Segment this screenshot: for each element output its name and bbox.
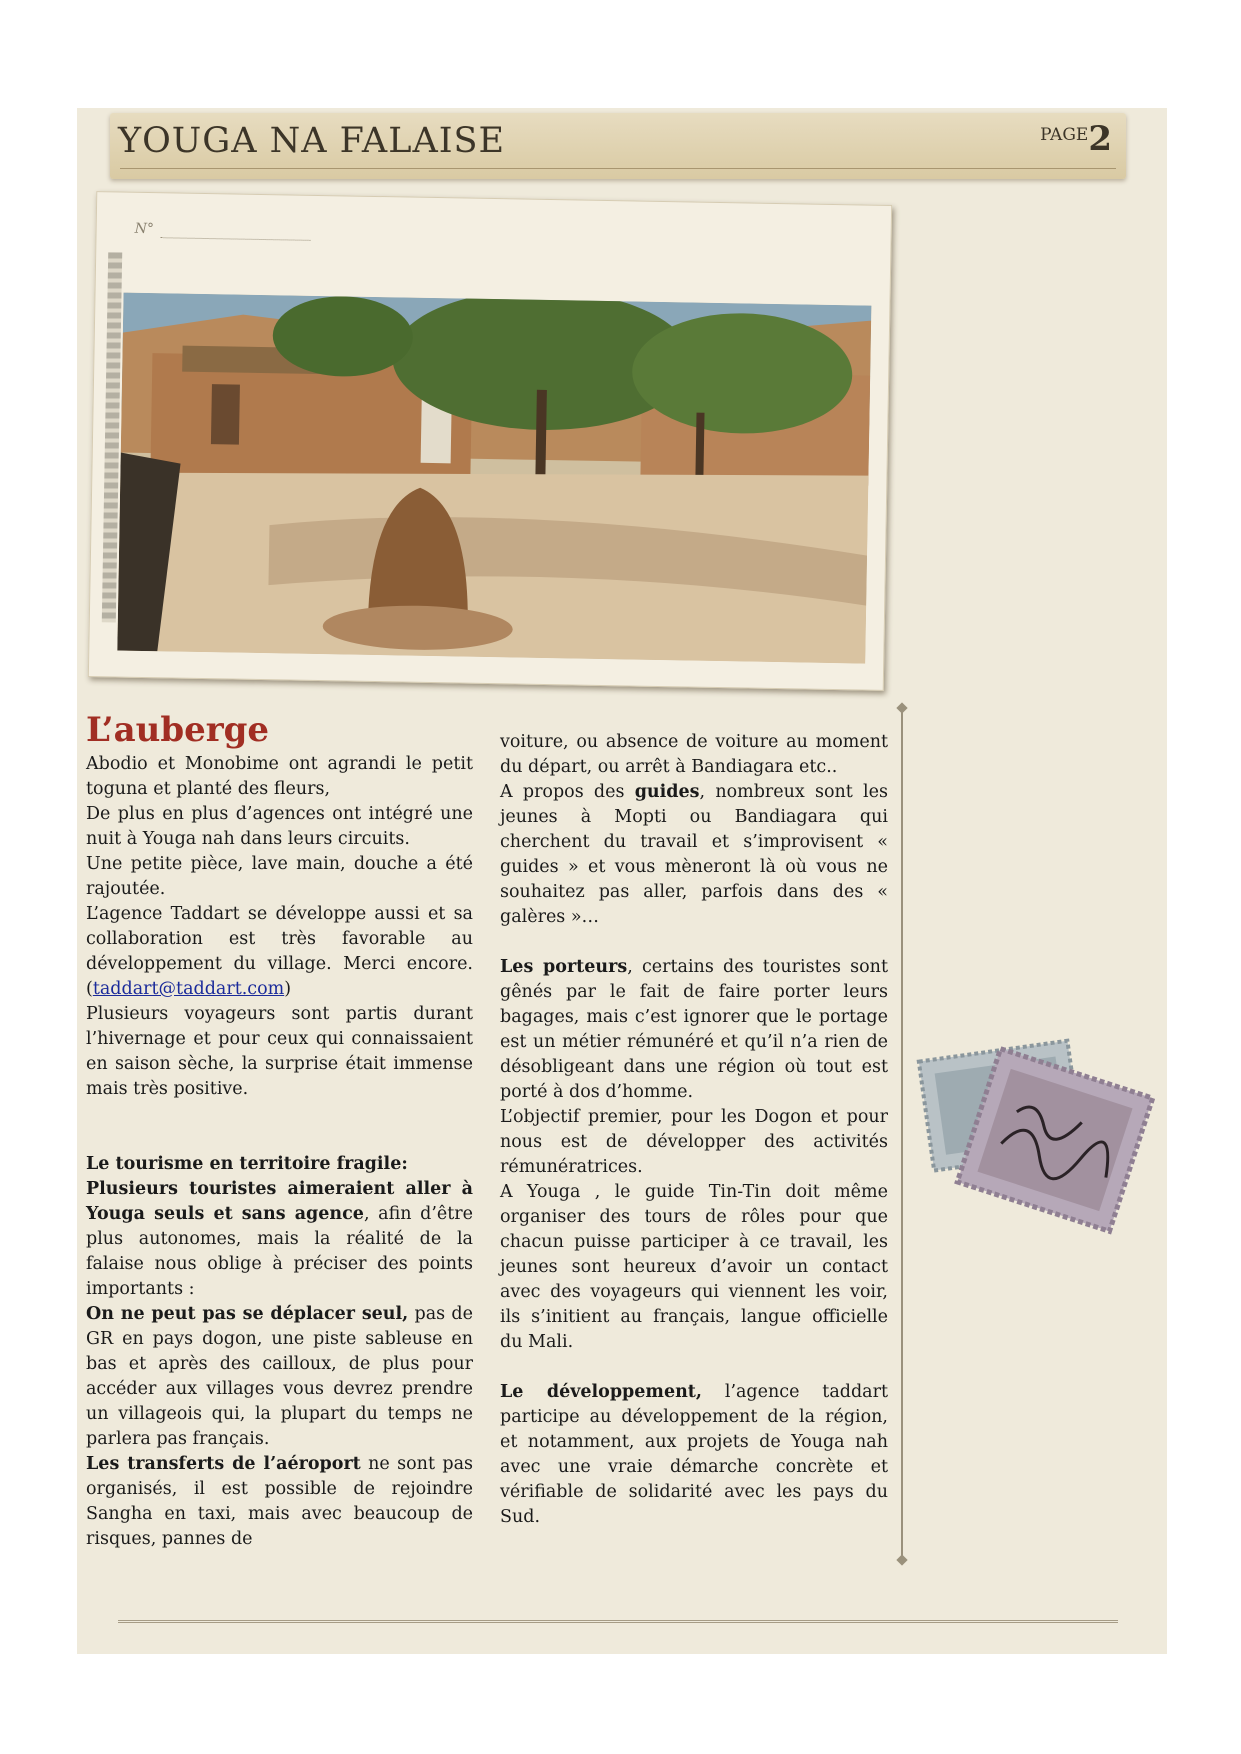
paragraph (86, 1452, 473, 1552)
photo-number-line (160, 237, 310, 241)
banner-rule (120, 168, 1116, 169)
email-link[interactable]: taddart@taddart.com (92, 979, 285, 999)
paragraph: L’objectif premier, pour les Dogon et pour nous est de développer des activités rémunératrices. (500, 1107, 888, 1177)
postage-stamps (915, 1030, 1155, 1240)
auberge-photo (117, 293, 871, 664)
section-title (86, 1152, 473, 1177)
text-run: pas de GR en pays dogon, une piste sableuse en bas et après des cailloux, de plus pour accéder aux villages vous devrez prendre un villageois qui, la plupart du temps ne parlera pas français. (86, 1304, 473, 1449)
paragraph (500, 780, 888, 930)
spacer (86, 1102, 473, 1152)
footer-rule (118, 1620, 1118, 1623)
text-run: A propos des (500, 782, 635, 802)
paragraph (86, 902, 473, 1002)
page-label: PAGE (1040, 125, 1089, 145)
paragraph: Une petite pièce, lave main, douche a été rajoutée. (86, 854, 473, 899)
paragraph (500, 955, 888, 1105)
text-run: ne sont pas organisés, il est possible de rejoindre Sangha en taxi, mais avec beaucoup de risques, pannes de (86, 1454, 473, 1549)
column-divider (901, 708, 903, 1560)
text-run: ) (284, 979, 292, 999)
paragraph (500, 1380, 888, 1530)
photo-card (88, 191, 892, 691)
bold-run: Les porteurs (500, 957, 628, 977)
paragraph: voiture, ou absence de voiture au moment du départ, ou arrêt à Bandiagara etc.. (500, 732, 888, 777)
newsletter-title: YOUGA NA FALAISE (118, 121, 506, 161)
paragraph (86, 1177, 473, 1302)
bold-run: Le développement, (500, 1382, 702, 1402)
bold-run: guides (634, 782, 700, 802)
article-column-left (86, 708, 473, 1552)
article-column-right (500, 730, 888, 1530)
paragraph: Plusieurs voyageurs sont partis durant l’hivernage et pour ceux qui connaissaient en saison sèche, la surprise était immense mais très positive. (86, 1004, 473, 1099)
text-run: , afin d’être plus autonomes, mais la réalité de la falaise nous oblige à préciser des points importants : (86, 1204, 473, 1299)
page-number: 2 (1088, 119, 1112, 159)
page-indicator (1040, 119, 1112, 159)
photo-number-label: N° (134, 220, 155, 238)
article-heading: L’auberge (86, 710, 270, 750)
bold-run: On ne peut pas se déplacer seul, (86, 1304, 409, 1324)
bold-run: Plusieurs touristes aimeraient aller à Youga seuls et sans agence (86, 1179, 473, 1224)
spacer (500, 930, 888, 955)
text-run: , certains des touristes sont gênés par le fait de faire porter leurs bagages, mais c’est ignorer que le portage est un métier rémunéré et qu’il n’a rien de désobligeant dans une région où tout est porté à dos d’homme. (500, 957, 888, 1102)
text-run: , nombreux sont les jeunes à Mopti ou Bandiagara qui cherchent du travail et s’improvisent « guides » et vous mèneront là où vous ne souhaitez pas aller, parfois dans des « galères »… (500, 782, 888, 927)
paragraph: A Youga , le guide Tin-Tin doit même organiser des tours de rôles pour que chacun puisse participer à ce travail, les jeunes sont heureux d’avoir un contact avec des voyageurs qui viennent les voir, ils s’initient au français, langue officielle du Mali. (500, 1182, 888, 1352)
paragraph (86, 1302, 473, 1452)
text-run: l’agence taddart participe au développement de la région, et notamment, aux projets de Youga nah avec une vraie démarche concrète et vérifiable de solidarité avec les pays du Sud. (500, 1382, 888, 1527)
spacer (500, 1355, 888, 1380)
bold-run: Les transferts de l’aéroport (86, 1454, 361, 1474)
paragraph: Abodio et Monobime ont agrandi le petit toguna et planté des fleurs, (86, 754, 473, 799)
tourisme-title: Le tourisme en territoire fragile: (86, 1154, 408, 1174)
paragraph: De plus en plus d’agences ont intégré une nuit à Youga nah dans leurs circuits. (86, 804, 473, 849)
text-run: L’agence Taddart se développe aussi et sa collaboration est très favorable au développement du village. Merci encore. ( (86, 904, 473, 999)
header-banner (110, 113, 1126, 179)
